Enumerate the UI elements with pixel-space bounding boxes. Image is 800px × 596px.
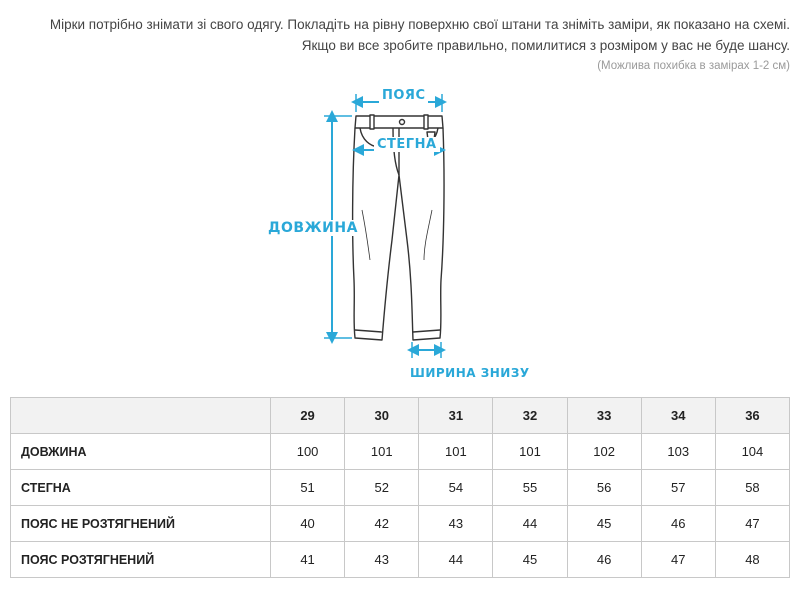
table-cell: 44 (419, 542, 493, 578)
table-cell: 101 (419, 434, 493, 470)
size-header-row (11, 398, 790, 434)
size-header: 29 (271, 398, 345, 434)
table-cell: 44 (493, 506, 567, 542)
table-cell: 46 (641, 506, 715, 542)
table-cell: 55 (493, 470, 567, 506)
table-cell: 101 (345, 434, 419, 470)
hips-label: СТЕГНА (374, 137, 440, 152)
measurement-error-note: (Можлива похибка в замірах 1-2 см) (597, 60, 790, 72)
size-header: 36 (715, 398, 789, 434)
table-row (11, 470, 790, 506)
table-cell: 102 (567, 434, 641, 470)
table-cell: 46 (567, 542, 641, 578)
pants-measurement-diagram (262, 80, 530, 390)
intro-text (10, 14, 790, 56)
waist-label: ПОЯС (379, 88, 428, 103)
table-cell: 45 (493, 542, 567, 578)
intro-line-2: Якщо ви все зробите правильно, помилитися з розміром у вас не буде шансу. (301, 38, 790, 53)
table-cell: 56 (567, 470, 641, 506)
header-corner-cell (11, 398, 271, 434)
table-cell: 103 (641, 434, 715, 470)
table-row (11, 434, 790, 470)
size-header: 32 (493, 398, 567, 434)
size-header: 31 (419, 398, 493, 434)
table-cell: 57 (641, 470, 715, 506)
table-cell: 47 (715, 506, 789, 542)
table-cell: 40 (271, 506, 345, 542)
size-header: 30 (345, 398, 419, 434)
table-cell: 41 (271, 542, 345, 578)
table-cell: 45 (567, 506, 641, 542)
size-header: 34 (641, 398, 715, 434)
table-cell: 47 (641, 542, 715, 578)
table-cell: 100 (271, 434, 345, 470)
size-chart-table (10, 397, 790, 578)
row-label: ПОЯС РОЗТЯГНЕНИЙ (11, 542, 271, 578)
row-label: ПОЯС НЕ РОЗТЯГНЕНИЙ (11, 506, 271, 542)
table-cell: 42 (345, 506, 419, 542)
hem-width-label: ШИРИНА ЗНИЗУ (410, 366, 530, 380)
table-cell: 104 (715, 434, 789, 470)
row-label: ДОВЖИНА (11, 434, 271, 470)
table-cell: 51 (271, 470, 345, 506)
table-cell: 101 (493, 434, 567, 470)
table-cell: 48 (715, 542, 789, 578)
table-cell: 43 (419, 506, 493, 542)
size-header: 33 (567, 398, 641, 434)
row-label: СТЕГНА (11, 470, 271, 506)
length-label: ДОВЖИНА (268, 220, 358, 236)
table-cell: 54 (419, 470, 493, 506)
intro-line-1: Мірки потрібно знімати зі свого одягу. Покладіть на рівну поверхню свої штани та зніміть заміри, як показано на схемі. (49, 17, 790, 32)
table-cell: 58 (715, 470, 789, 506)
table-cell: 52 (345, 470, 419, 506)
table-row (11, 506, 790, 542)
table-row (11, 542, 790, 578)
table-cell: 43 (345, 542, 419, 578)
